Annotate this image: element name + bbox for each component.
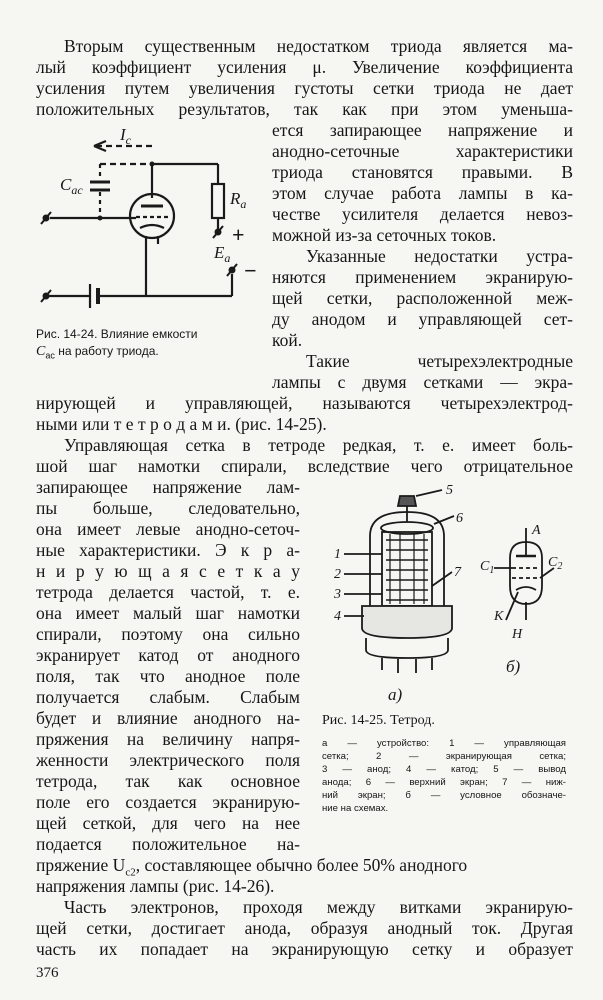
text-line: тетрода, так как основное (36, 771, 300, 791)
text-line: она имеет левые анодно-сеточ- (36, 519, 300, 539)
label-ra: $R_a$ (230, 189, 247, 211)
svg-text:H: H (512, 627, 523, 642)
text-line: пряжения на величину напря- (36, 729, 300, 749)
text-line: щей сеткой, для чего на нее (36, 813, 300, 833)
base-socket (366, 638, 448, 658)
figure-legend-line: ний экран; б — условное обозначе- (322, 790, 566, 801)
text-line: этом случае работа лампы в ка- (272, 183, 573, 203)
text-line: лый коэффициент усиления μ. Увеличение коэффициента (36, 57, 573, 77)
text-line: Управляющая сетка в тетроде редкая, т. е. имеет боль- (64, 435, 573, 455)
svg-text:C1: $C_1$ (480, 559, 495, 576)
text-line: щей сетки, расположенной меж- (272, 288, 573, 308)
text-line: будет и влияние анодного на- (36, 708, 300, 728)
text-line: тетрода делается частой, т. е. (36, 582, 300, 602)
svg-text:K: K (494, 609, 504, 624)
text-line: экранирует катод от анодного (36, 645, 300, 665)
page-number: 376 (36, 965, 59, 981)
svg-text:3: 3 (334, 587, 341, 602)
text-line: ду анодом и управляющей сет- (272, 309, 573, 329)
label-ea: $E_a$ (214, 243, 231, 265)
anode-lead-cap (398, 496, 416, 506)
svg-text:C2: $C_2$ (548, 555, 563, 572)
text-line: Такие четырехэлектродные (306, 351, 573, 371)
text-line: ными или т е т р о д а м и. (рис. 14-25). (36, 414, 327, 434)
text-line: запирающее напряжение лам- (36, 477, 300, 497)
svg-text:A: A (532, 523, 541, 538)
label-minus: − (244, 258, 257, 283)
figure-legend-line: анода; 6 — верхний экран; 7 — ниж- (322, 777, 566, 788)
figure-14-25-caption: Рис. 14-25. Тетрод. (322, 713, 435, 728)
text-line: лампы с двумя сетками — экра- (272, 372, 573, 392)
svg-text:а): а) (388, 685, 403, 704)
text-line: можной из-за сеточных токов. (272, 225, 497, 245)
text-line: щей сетки, достигает анода, образуя анодный ток. Другая (36, 918, 573, 938)
text-line: кой. (272, 330, 303, 350)
text-line: спирали, поэтому она сильно (36, 624, 300, 644)
svg-text:2: 2 (334, 567, 341, 582)
text-line: анодно-сеточные характеристики (272, 141, 573, 161)
text-line: Часть электронов, проходя между витками экранирую- (64, 897, 573, 917)
text-line: усиления путем увеличения густоты сетки триода не дает (36, 78, 573, 98)
text-line: положительных результатов, так как при этом уменьша- (36, 99, 573, 119)
svg-text:1: 1 (334, 547, 341, 562)
text-line: ные характеристики. Э к р а- (36, 540, 300, 560)
label-ic: $I_c$ (120, 125, 131, 147)
text-line: пы больше, следовательно, (36, 498, 300, 518)
text-line: получается слабым. Слабым (36, 687, 300, 707)
text-line: пряжение $U_{c2}$, составляющее обычно более 50% анодного (36, 855, 468, 877)
anode-resistor (212, 184, 224, 218)
text-line: поле его создается экранирую- (36, 792, 300, 812)
text-line: триода становятся правыми. В (272, 162, 573, 182)
text-line: ется запирающее напряжение и (272, 120, 573, 140)
tube-base (362, 606, 452, 638)
figure-legend-line: 3 — анод; 4 — катод; 5 — вывод (322, 764, 566, 775)
figure-14-24-caption: Рис. 14-24. Влияние емкости (36, 327, 198, 341)
text-line: нирующей и управляющей, называются четырехэлектрод- (36, 393, 573, 413)
text-line: часть их попадает на экранирующую сетку и образует (36, 939, 573, 959)
figure-legend-line: ние на схемах. (322, 803, 389, 814)
text-line: Вторым существенным недостатком триода является ма- (64, 36, 573, 56)
text-line: женности электрического поля (36, 750, 300, 770)
text-line: поля, так что анодное поле (36, 666, 300, 686)
text-line: честве усилителя делается невоз- (272, 204, 573, 224)
svg-text:4: 4 (334, 609, 341, 624)
figure-14-25-tetrode (322, 476, 578, 708)
text-line: она имеет малый шаг намотки (36, 603, 300, 623)
text-line: н и р у ю щ а я с е т к а у (36, 561, 300, 581)
svg-text:5: 5 (446, 483, 453, 498)
figure-14-24-caption: $C_{ас}$ на работу триода. (36, 344, 159, 360)
figure-legend-line: а — устройство: 1 — управляющая (322, 738, 566, 749)
svg-text:б): б) (506, 657, 521, 676)
text-line: шой шаг намотки спирали, вследствие чего отрицательное (36, 456, 573, 476)
figure-legend-line: сетка; 2 — экранирующая сетка; (322, 751, 566, 762)
text-line: подается положительное на- (36, 834, 300, 854)
label-cac: $C_{ac}$ (60, 175, 83, 197)
label-plus: + (232, 222, 245, 247)
figure-14-24-circuit (32, 118, 264, 326)
text-line: Указанные недостатки устра- (306, 246, 573, 266)
text-line: няются применением экранирую- (272, 267, 573, 287)
svg-text:7: 7 (454, 565, 461, 580)
text-line: напряжения лампы (рис. 14-26). (36, 876, 275, 896)
svg-text:6: 6 (456, 511, 463, 526)
